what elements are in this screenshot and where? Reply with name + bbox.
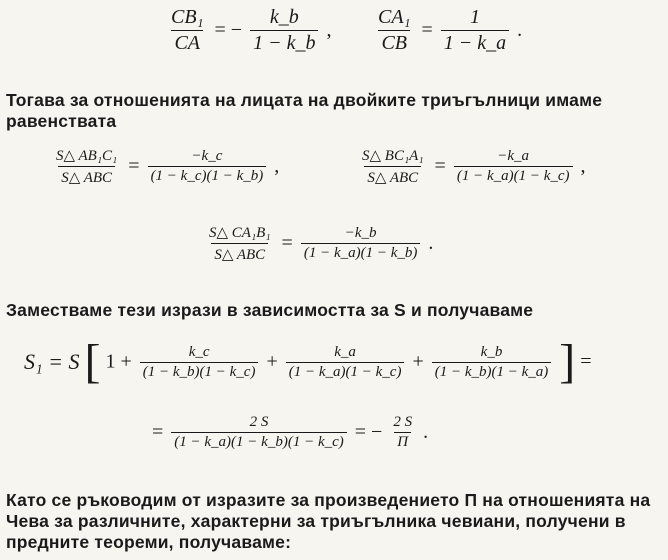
fraction-numerator: 2 S — [249, 414, 269, 430]
period: . — [428, 232, 434, 254]
fraction-numerator: k_b — [269, 6, 299, 28]
fraction-denominator: (1 − k_b)(1 − k_c) — [140, 362, 259, 381]
fraction-numerator: S△ CA₁B₁ — [209, 225, 271, 241]
fraction-denominator: (1 − k_a)(1 − k_c) — [454, 166, 573, 185]
fraction-numerator: −k_a — [497, 148, 530, 164]
fraction-denominator: 1 − k_b — [250, 30, 318, 55]
fraction-denominator: 1 − k_a — [441, 30, 509, 55]
paragraph-conclusion: Като се ръководим от изразите за произведението П на отношенията на Чева за различните, характерни за триъгълника чевиани, получени в предните теореми, получаваме: — [6, 490, 651, 552]
fraction-denominator: CA — [171, 30, 203, 55]
s1-lhs: S₁ = S — [24, 349, 80, 374]
fraction-denominator: S△ ABC — [364, 166, 421, 187]
fraction-numerator: k_b — [480, 343, 503, 360]
period: . — [517, 19, 523, 41]
fraction-denominator: (1 − k_a)(1 − k_c) — [286, 362, 405, 381]
comma: , — [274, 155, 280, 177]
fraction-denominator: (1 − k_a)(1 − k_b)(1 − k_c) — [171, 432, 346, 451]
formula-area-ab1c1 — [50, 146, 279, 187]
fraction-denominator: (1 − k_b)(1 − k_a) — [432, 362, 552, 381]
fraction-numerator: −k_c — [191, 148, 223, 164]
formula-s1-result — [152, 414, 428, 451]
one-plus: 1 + — [105, 350, 132, 373]
fraction-numerator: 1 — [469, 6, 480, 28]
paragraph-substitute: Заместваме тези изрази в зависимостта за S и получаваме — [6, 300, 534, 320]
fraction-denominator: (1 − k_c)(1 − k_b) — [148, 166, 267, 185]
formula-ca1-cb — [372, 6, 522, 55]
equals: = — [281, 232, 293, 254]
equals: = — [128, 155, 140, 177]
plus: + — [412, 350, 424, 373]
fraction-numerator: 2 S — [393, 414, 413, 430]
equals-minus: = − — [354, 421, 383, 443]
equals: = — [152, 421, 164, 443]
formula-area-bc1a1 — [356, 146, 586, 187]
equals-minus: = − — [214, 19, 243, 41]
fraction-numerator: k_a — [334, 343, 356, 360]
formula-s1 — [24, 335, 592, 388]
bracket-close: ] — [559, 335, 576, 388]
fraction-numerator: CB₁ — [171, 6, 204, 28]
paragraph-intro: Тогава за отношенията на лицата на двойките триъгълници имаме равенствата — [6, 90, 603, 131]
bracket-open: [ — [84, 335, 101, 388]
fraction-denominator: S△ ABC — [58, 166, 115, 187]
fraction-numerator: k_c — [188, 343, 210, 360]
fraction-numerator: S△ AB₁C₁ — [56, 148, 118, 164]
comma: , — [326, 19, 332, 41]
comma: , — [580, 155, 586, 177]
plus: + — [266, 350, 278, 373]
fraction-denominator: (1 − k_a)(1 − k_b) — [301, 243, 421, 262]
fraction-numerator: CA₁ — [378, 6, 411, 28]
equals: = — [580, 350, 592, 373]
fraction-denominator: CB — [378, 30, 410, 55]
fraction-denominator: S△ ABC — [211, 243, 268, 264]
formula-cb1-ca — [165, 6, 331, 55]
fraction-denominator: П — [394, 432, 411, 451]
equals: = — [434, 155, 446, 177]
fraction-numerator: S△ BC₁A₁ — [362, 148, 424, 164]
formula-area-ca1b1 — [203, 223, 433, 264]
period: . — [423, 421, 429, 443]
equals: = — [421, 19, 433, 41]
fraction-numerator: −k_b — [344, 225, 377, 241]
